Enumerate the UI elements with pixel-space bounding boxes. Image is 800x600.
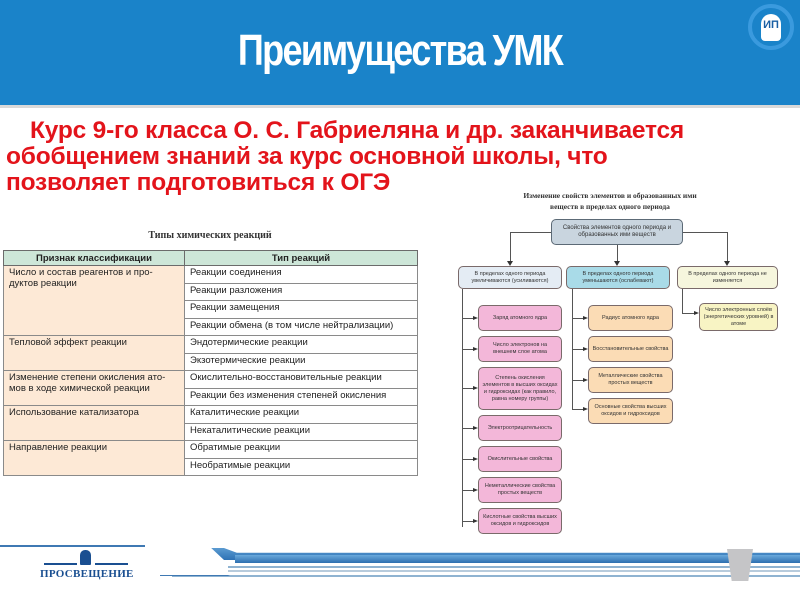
footer-line [0, 545, 145, 547]
connector [462, 490, 473, 491]
diagram-title-line: веществ в пределах одного периода [550, 202, 670, 211]
arrow-right-icon [583, 316, 588, 320]
lead-line-3: позволяет подготовиться к ОГЭ [6, 169, 391, 196]
connector [572, 318, 583, 319]
connector [462, 388, 473, 389]
connector [572, 349, 583, 350]
table-row [4, 266, 418, 284]
diagram-item: Степень окисления элементов в высших оксидах и гидроксидах (как правило, равна номеру группы) [478, 367, 562, 410]
table-row [4, 441, 418, 459]
lead-line-1: Курс 9-го класса О. С. Габриеляна и др. заканчивается [30, 117, 684, 144]
table-row [4, 406, 418, 424]
connector [462, 318, 473, 319]
connector [617, 245, 618, 262]
prosveshchenie-round-logo-icon [748, 4, 794, 50]
diagram-root-node: Свойства элементов одного периода и образованных ими веществ [551, 219, 683, 245]
type-cell: Реакции соединения [185, 266, 418, 284]
reaction-table-title: Типы химических реакций [148, 230, 272, 241]
reaction-types-table [3, 250, 418, 476]
criterion-cell: Использование катализатора [4, 406, 185, 441]
arrow-right-icon [473, 347, 478, 351]
connector [572, 380, 583, 381]
arrow-right-icon [583, 407, 588, 411]
connector [683, 232, 727, 233]
footer-line [44, 563, 77, 565]
type-cell: Окислительно-восстановительные реакции [185, 371, 418, 389]
type-cell: Некаталитические реакции [185, 423, 418, 441]
branch-increase: В пределах одного периода увеличиваются (усиливаются) [458, 266, 562, 289]
diagram-item: Окислительные свойства [478, 446, 562, 472]
diagram-item: Кислотные свойства высших оксидов и гидроксидов [478, 508, 562, 534]
arrow-right-icon [473, 457, 478, 461]
type-cell: Экзотермические реакции [185, 353, 418, 371]
footer-line [145, 545, 147, 547]
arrow-right-icon [473, 488, 478, 492]
type-cell: Реакции разложения [185, 283, 418, 301]
footer-line [95, 563, 128, 565]
arrow-right-icon [473, 519, 478, 523]
lead-text [6, 118, 796, 196]
arrow-right-icon [473, 426, 478, 430]
criterion-cell [4, 266, 185, 336]
publisher-name: ПРОСВЕЩЕНИЕ [40, 568, 134, 580]
slide-header [0, 0, 800, 108]
connector [462, 428, 473, 429]
diagram-item: Число электронных слоёв (энергетических уровней) в атоме [699, 303, 778, 331]
diagram-item: Заряд атомного ядра [478, 305, 562, 331]
type-cell: Реакции обмена (в том числе нейтрализации) [185, 318, 418, 336]
diagram-item: Металлические свойства простых веществ [588, 367, 673, 393]
diagram-title-line: Изменение свойств элементов и образованных ими [523, 191, 697, 200]
connector [572, 409, 583, 410]
criterion-cell: Направление реакции [4, 441, 185, 476]
diagram-title [455, 190, 765, 212]
branch-constant: В пределах одного периода не изменяется [677, 266, 778, 289]
lead-line-2: обобщением знаний за курс основной школы, что [6, 143, 608, 170]
arrow-right-icon [473, 316, 478, 320]
criterion-text: мов в ходе химической реакции [9, 383, 150, 394]
connector [462, 459, 473, 460]
diagram-item: Неметаллические свойства простых веществ [478, 477, 562, 503]
type-cell: Обратимые реакции [185, 441, 418, 459]
type-cell: Необратимые реакции [185, 458, 418, 476]
connector [682, 313, 694, 314]
criterion-text: Число и состав реагентов и про- [9, 267, 153, 278]
criterion-cell: Тепловой эффект реакции [4, 336, 185, 371]
type-cell: Каталитические реакции [185, 406, 418, 424]
connector [682, 289, 683, 313]
connector [727, 232, 728, 262]
type-cell: Эндотермические реакции [185, 336, 418, 354]
logo-monogram: ИП [761, 14, 781, 41]
footer-stripe [228, 570, 800, 572]
branch-decrease: В пределах одного периода уменьшаются (ослабевают) [566, 266, 670, 289]
connector [510, 232, 511, 262]
footer-stripe [228, 566, 800, 568]
connector [462, 521, 473, 522]
criterion-text: Изменение степени окисления ато- [9, 372, 166, 383]
diagram-item: Электроотрицательность [478, 415, 562, 441]
column-header-criterion: Признак классификации [4, 251, 185, 266]
criterion-cell [4, 371, 185, 406]
diagram-item: Восстановительные свойства [588, 336, 673, 362]
table-row [4, 371, 418, 389]
arrow-right-icon [473, 386, 478, 390]
arrow-right-icon [583, 378, 588, 382]
footer-stripe [235, 555, 800, 563]
diagram-item: Число электронов на внешнем слое атома [478, 336, 562, 362]
connector [510, 232, 551, 233]
diagram-item: Радиус атомного ядра [588, 305, 673, 331]
connector [462, 289, 463, 527]
prosveshchenie-logo-icon [80, 550, 91, 565]
type-cell: Реакции замещения [185, 301, 418, 319]
criterion-text: дуктов реакции [9, 278, 77, 289]
table-row [4, 336, 418, 354]
column-header-type: Тип реакций [185, 251, 418, 266]
table-header-row [4, 251, 418, 266]
footer-stripe [172, 575, 800, 577]
arrow-right-icon [694, 311, 699, 315]
arrow-right-icon [583, 347, 588, 351]
connector [462, 349, 473, 350]
slide-title: Преимущества УМК [237, 26, 563, 75]
diagram-item: Основные свойства высших оксидов и гидроксидов [588, 398, 673, 424]
type-cell: Реакции без изменения степеней окисления [185, 388, 418, 406]
